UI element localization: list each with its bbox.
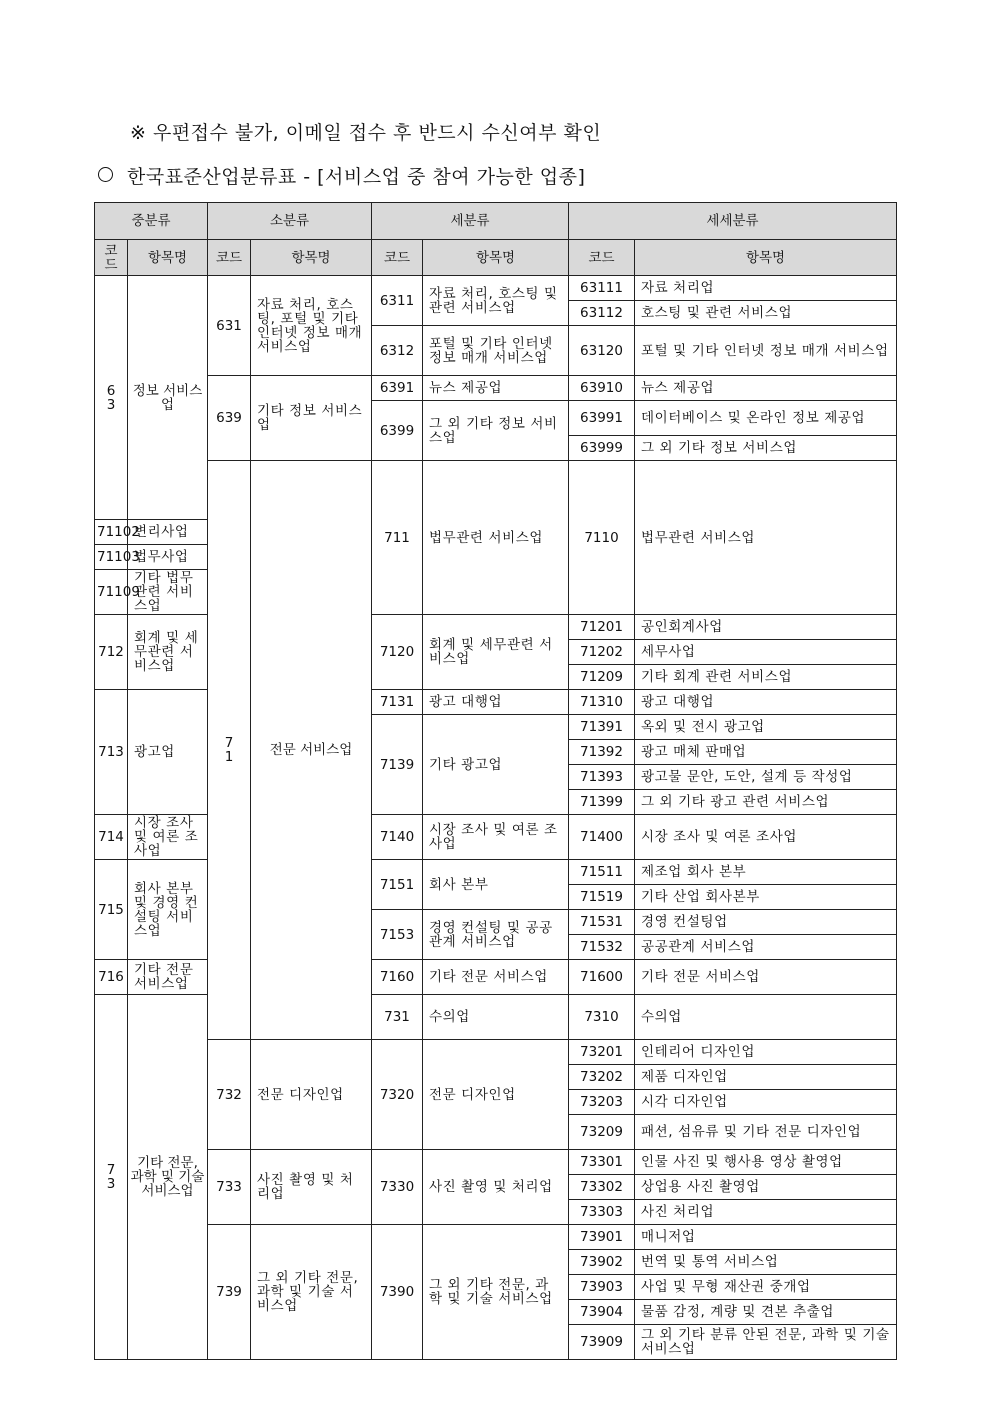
subclass-code: 73901 (569, 1225, 635, 1250)
subclass-code: 71393 (569, 765, 635, 790)
subclass-code: 73303 (569, 1200, 635, 1225)
mid-category-name: 전문 서비스업 (251, 461, 372, 1040)
small-category-name: 기타 전문 서비스업 (128, 960, 208, 995)
class-code: 7140 (372, 815, 423, 860)
small-category-code: 732 (208, 1040, 251, 1150)
subclass-name: 기타 산업 회사본부 (635, 885, 897, 910)
table-row (95, 276, 897, 301)
subclass-code: 71109 (95, 570, 128, 615)
class-name: 회계 및 세무관련 서비스업 (423, 615, 569, 690)
subclass-name: 번역 및 통역 서비스업 (635, 1250, 897, 1275)
subclass-code: 73203 (569, 1090, 635, 1115)
subclass-code: 63999 (569, 436, 635, 461)
notice-text: ※ 우편접수 불가, 이메일 접수 후 반드시 수신여부 확인 (130, 122, 602, 144)
class-name: 포털 및 기타 인터넷 정보 매개 서비스업 (423, 326, 569, 376)
subclass-code: 71310 (569, 690, 635, 715)
subclass-code: 71400 (569, 815, 635, 860)
subclass-code: 63111 (569, 276, 635, 301)
subclass-name: 세무사업 (635, 640, 897, 665)
subclass-code: 71392 (569, 740, 635, 765)
small-category-name: 기타 정보 서비스업 (251, 376, 372, 461)
subclass-name: 광고 대행업 (635, 690, 897, 715)
subclass-code: 71519 (569, 885, 635, 910)
subclass-name: 그 외 기타 광고 관련 서비스업 (635, 790, 897, 815)
subclass-name: 그 외 기타 정보 서비스업 (635, 436, 897, 461)
subclass-name: 매니저업 (635, 1225, 897, 1250)
subclass-code: 73209 (569, 1115, 635, 1150)
subclass-name: 광고 매체 판매업 (635, 740, 897, 765)
subclass-name: 데이터베이스 및 온라인 정보 제공업 (635, 401, 897, 436)
small-category-code: 631 (208, 276, 251, 376)
table-row (95, 376, 897, 401)
class-name: 그 외 기타 전문, 과학 및 기술 서비스업 (423, 1225, 569, 1360)
class-code: 7153 (372, 910, 423, 960)
header-name-subclass: 항목명 (635, 240, 897, 276)
subclass-name: 인테리어 디자인업 (635, 1040, 897, 1065)
header-name-small: 항목명 (251, 240, 372, 276)
subclass-code: 71391 (569, 715, 635, 740)
small-category-name: 전문 디자인업 (251, 1040, 372, 1150)
class-code: 6312 (372, 326, 423, 376)
mid-category-code: 71 (208, 461, 251, 1040)
class-code: 7110 (569, 461, 635, 615)
header-code-small: 코드 (208, 240, 251, 276)
subclass-name: 인물 사진 및 행사용 영상 촬영업 (635, 1150, 897, 1175)
header-name-class: 항목명 (423, 240, 569, 276)
subclass-name: 변리사업 (128, 520, 208, 545)
subclass-name: 포털 및 기타 인터넷 정보 매개 서비스업 (635, 326, 897, 376)
mid-category-name: 정보 서비스업 (128, 276, 208, 520)
subclass-code: 71600 (569, 960, 635, 995)
subclass-name: 시각 디자인업 (635, 1090, 897, 1115)
small-category-code: 713 (95, 690, 128, 815)
subclass-name: 시장 조사 및 여론 조사업 (635, 815, 897, 860)
subclass-name: 제품 디자인업 (635, 1065, 897, 1090)
small-category-name: 회사 본부 및 경영 컨설팅 서비스업 (128, 860, 208, 960)
class-code: 7120 (372, 615, 423, 690)
class-name: 전문 디자인업 (423, 1040, 569, 1150)
class-name: 수의업 (635, 995, 897, 1040)
mid-category-code: 63 (95, 276, 128, 520)
small-category-name: 광고업 (128, 690, 208, 815)
class-name: 기타 전문 서비스업 (423, 960, 569, 995)
small-category-code: 715 (95, 860, 128, 960)
small-category-code: 739 (208, 1225, 251, 1360)
small-category-name: 사진 촬영 및 처리업 (251, 1150, 372, 1225)
table-row (95, 1040, 897, 1065)
class-name: 자료 처리, 호스팅 및 관련 서비스업 (423, 276, 569, 326)
subclass-code: 63910 (569, 376, 635, 401)
table-row (95, 1150, 897, 1175)
class-code: 6311 (372, 276, 423, 326)
section-heading (98, 162, 585, 189)
subclass-code: 71209 (569, 665, 635, 690)
subclass-name: 자료 처리업 (635, 276, 897, 301)
subclass-code: 63120 (569, 326, 635, 376)
header-class: 세분류 (372, 203, 569, 240)
table-body (95, 276, 897, 1360)
subclass-code: 73909 (569, 1325, 635, 1360)
mid-category-name: 기타 전문, 과학 및 기술 서비스업 (128, 995, 208, 1360)
subclass-name: 물품 감정, 계량 및 견본 추출업 (635, 1300, 897, 1325)
group-header-row (95, 203, 897, 240)
header-name-mid: 항목명 (128, 240, 208, 276)
small-category-name: 회계 및 세무관련 서비스업 (128, 615, 208, 690)
subclass-name: 뉴스 제공업 (635, 376, 897, 401)
small-category-name: 그 외 기타 전문, 과학 및 기술 서비스업 (251, 1225, 372, 1360)
subclass-code: 73902 (569, 1250, 635, 1275)
subclass-code: 73201 (569, 1040, 635, 1065)
subclass-name: 경영 컨설팅업 (635, 910, 897, 935)
class-code: 6391 (372, 376, 423, 401)
subclass-name: 사진 처리업 (635, 1200, 897, 1225)
subclass-code: 71103 (95, 545, 128, 570)
small-category-code: 733 (208, 1150, 251, 1225)
small-category-code: 714 (95, 815, 128, 860)
class-code: 7139 (372, 715, 423, 815)
subclass-code: 71399 (569, 790, 635, 815)
table-row (95, 1225, 897, 1250)
subclass-code: 73904 (569, 1300, 635, 1325)
small-category-code: 711 (372, 461, 423, 615)
class-code: 7151 (372, 860, 423, 910)
table-row (95, 461, 897, 520)
class-code: 6399 (372, 401, 423, 461)
subclass-name: 기타 회계 관련 서비스업 (635, 665, 897, 690)
class-code: 7390 (372, 1225, 423, 1360)
small-category-name: 법무관련 서비스업 (423, 461, 569, 615)
mid-category-code: 73 (95, 995, 128, 1360)
subclass-code: 71531 (569, 910, 635, 935)
small-category-name: 수의업 (423, 995, 569, 1040)
subclass-name: 패션, 섬유류 및 기타 전문 디자인업 (635, 1115, 897, 1150)
subclass-name: 기타 전문 서비스업 (635, 960, 897, 995)
subclass-name: 그 외 기타 분류 안된 전문, 과학 및 기술 서비스업 (635, 1325, 897, 1360)
header-code-mid: 코드 (95, 240, 128, 276)
class-code: 7160 (372, 960, 423, 995)
subclass-code: 71201 (569, 615, 635, 640)
class-name: 광고 대행업 (423, 690, 569, 715)
subclass-name: 기타 법무관련 서비스업 (128, 570, 208, 615)
column-header-row (95, 240, 897, 276)
subclass-code: 73903 (569, 1275, 635, 1300)
small-category-name: 자료 처리, 호스팅, 포털 및 기타 인터넷 정보 매개 서비스업 (251, 276, 372, 376)
subclass-code: 71532 (569, 935, 635, 960)
class-name: 그 외 기타 정보 서비스업 (423, 401, 569, 461)
circle-bullet-icon (98, 167, 113, 182)
header-small-category: 소분류 (208, 203, 372, 240)
class-name: 뉴스 제공업 (423, 376, 569, 401)
class-name: 회사 본부 (423, 860, 569, 910)
class-name: 기타 광고업 (423, 715, 569, 815)
subclass-code: 71202 (569, 640, 635, 665)
subclass-name: 상업용 사진 촬영업 (635, 1175, 897, 1200)
small-category-code: 712 (95, 615, 128, 690)
industry-classification-table (94, 202, 897, 1360)
heading-text: 한국표준산업분류표 - [서비스업 중 참여 가능한 업종] (127, 166, 586, 188)
class-name: 사진 촬영 및 처리업 (423, 1150, 569, 1225)
class-code: 7310 (569, 995, 635, 1040)
subclass-name: 호스팅 및 관련 서비스업 (635, 301, 897, 326)
small-category-code: 716 (95, 960, 128, 995)
subclass-name: 광고물 문안, 도안, 설계 등 작성업 (635, 765, 897, 790)
subclass-code: 73301 (569, 1150, 635, 1175)
class-name: 시장 조사 및 여론 조사업 (423, 815, 569, 860)
subclass-code: 73202 (569, 1065, 635, 1090)
subclass-name: 공인회계사업 (635, 615, 897, 640)
class-name: 경영 컨설팅 및 공공 관계 서비스업 (423, 910, 569, 960)
header-code-class: 코드 (372, 240, 423, 276)
subclass-code: 71511 (569, 860, 635, 885)
subclass-name: 사업 및 무형 재산권 중개업 (635, 1275, 897, 1300)
small-category-code: 639 (208, 376, 251, 461)
subclass-code: 63112 (569, 301, 635, 326)
class-name: 법무관련 서비스업 (635, 461, 897, 615)
class-code: 7330 (372, 1150, 423, 1225)
header-subclass: 세세분류 (569, 203, 897, 240)
class-code: 7131 (372, 690, 423, 715)
subclass-name: 공공관계 서비스업 (635, 935, 897, 960)
subclass-code: 73302 (569, 1175, 635, 1200)
subclass-name: 옥외 및 전시 광고업 (635, 715, 897, 740)
subclass-code: 71102 (95, 520, 128, 545)
subclass-code: 63991 (569, 401, 635, 436)
small-category-code: 731 (372, 995, 423, 1040)
header-mid-category: 중분류 (95, 203, 208, 240)
subclass-name: 법무사업 (128, 545, 208, 570)
class-code: 7320 (372, 1040, 423, 1150)
small-category-name: 시장 조사 및 여론 조사업 (128, 815, 208, 860)
header-code-subclass: 코드 (569, 240, 635, 276)
subclass-name: 제조업 회사 본부 (635, 860, 897, 885)
